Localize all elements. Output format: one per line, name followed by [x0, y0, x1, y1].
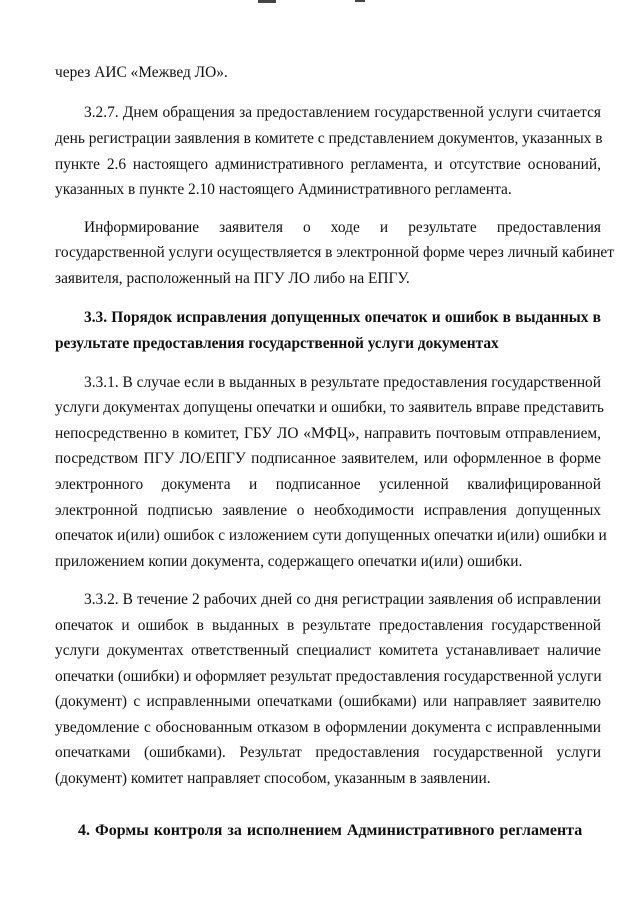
paragraph-line: государственной услуги осуществляется в электронной форме через личный кабинет: [55, 244, 614, 261]
paragraph-line: 3.2.7. Днем обращения за предоставлением государственной услуги считается: [84, 104, 601, 121]
paragraph-line: приложением копии документа, содержащего опечатки и(или) ошибки.: [55, 553, 523, 570]
section-heading: результате предоставления государственной услуги документах: [55, 335, 499, 352]
scan-artifact-mark: [355, 0, 365, 2]
paragraph-line: Информирование заявителя о ходе и результате предоставления: [84, 219, 601, 236]
scan-artifact-mark: [258, 0, 276, 3]
paragraph-line: опечаток и ошибок в выданных в результате предоставления государственной: [55, 617, 601, 634]
paragraph-line: через АИС «Межвед ЛО».: [55, 64, 228, 81]
paragraph-line: указанных в пункте 2.10 настоящего Административного регламента.: [55, 181, 512, 198]
paragraph-line: (документ) с исправленными опечатками (ошибками) или направляет заявителю: [55, 693, 601, 710]
paragraph-line: пункте 2.6 настоящего административного регламента, и отсутствие оснований,: [55, 156, 601, 173]
paragraph-line: посредством ПГУ ЛО/ЕПГУ подписанное заявителем, или оформленное в форме: [55, 450, 601, 467]
paragraph-line: опечатками (ошибками). Результат предоставления государственной услуги: [55, 744, 601, 761]
paragraph-line: 3.3.2. В течение 2 рабочих дней со дня регистрации заявления об исправлении: [84, 591, 601, 608]
paragraph-line: уведомление с обоснованным отказом в оформлении документа с исправленными: [55, 719, 601, 736]
paragraph-line: услуги документах ответственный специалист комитета устанавливает наличие: [55, 642, 601, 659]
section-heading: 3.3. Порядок исправления допущенных опечаток и ошибок в выданных в: [84, 309, 601, 326]
paragraph-line: опечатки (ошибки) и оформляет результат предоставления государственной услуги: [55, 668, 602, 685]
paragraph-line: электронной подписью заявление о необходимости исправления допущенных: [55, 502, 601, 519]
paragraph-line: (документ) комитет направляет способом, указанным в заявлении.: [55, 770, 491, 787]
paragraph-line: день регистрации заявления в комитете с представлением документов, указанных в: [55, 130, 603, 147]
paragraph-line: заявителя, расположенный на ПГУ ЛО либо на ЕПГУ.: [55, 270, 410, 287]
paragraph-line: опечаток и(или) ошибок с изложением сути допущенных опечатки и(или) ошибки и: [55, 527, 607, 544]
paragraph-line: 3.3.1. В случае если в выданных в результате предоставления государственной: [84, 374, 601, 391]
section-heading: 4. Формы контроля за исполнением Административного регламента: [78, 822, 583, 839]
paragraph-line: непосредственно в комитет, ГБУ ЛО «МФЦ», направить почтовым отправлением,: [55, 425, 601, 442]
paragraph-line: электронного документа и подписанное усиленной квалифицированной: [55, 476, 601, 493]
paragraph-line: услуги документах допущены опечатки и ошибки, то заявитель вправе представить: [55, 399, 604, 416]
